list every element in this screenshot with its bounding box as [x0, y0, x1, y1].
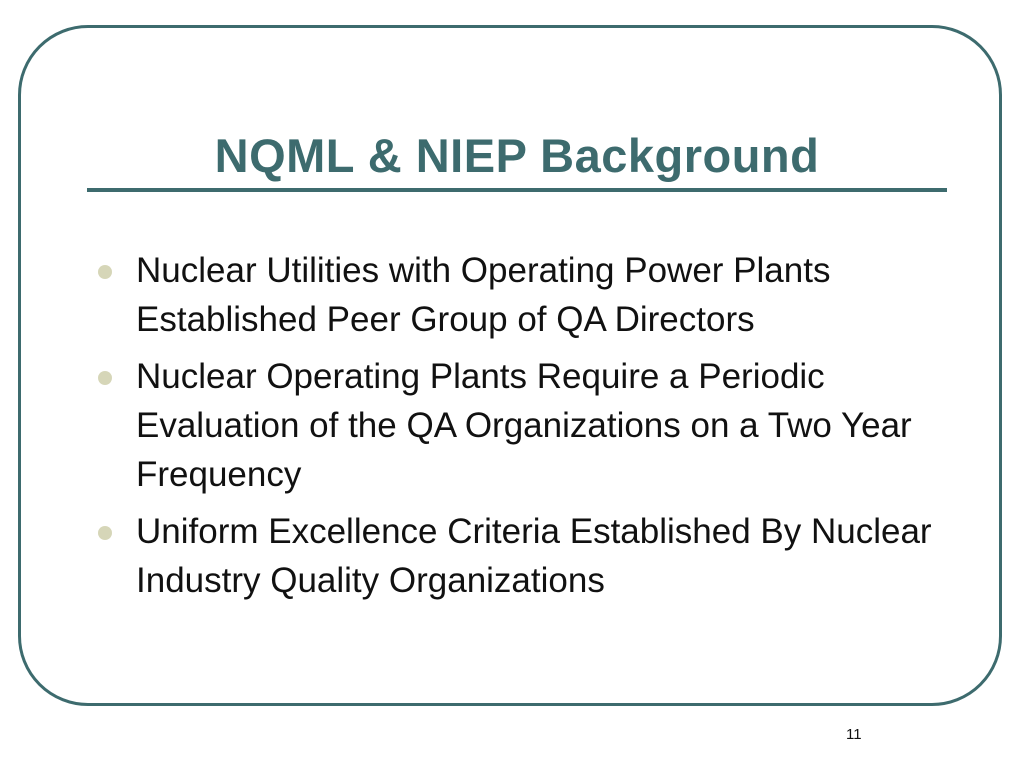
bullet-dot-icon [98, 371, 112, 385]
bullet-item [98, 352, 958, 499]
bullet-dot-icon [98, 526, 112, 540]
bullet-text: Nuclear Operating Plants Require a Periodic Evaluation of the QA Organizations on a Two Year Frequency [136, 357, 912, 494]
title-underline [87, 188, 947, 192]
bullet-list [98, 246, 958, 613]
page-number: 11 [846, 726, 862, 743]
bullet-item [98, 246, 958, 344]
bullet-text: Nuclear Utilities with Operating Power Plants Established Peer Group of QA Directors [136, 251, 831, 339]
bullet-dot-icon [98, 265, 112, 279]
bullet-item [98, 507, 958, 605]
slide-title: NQML & NIEP Background [214, 129, 820, 182]
bullet-text: Uniform Excellence Criteria Established By Nuclear Industry Quality Organizations [136, 512, 932, 600]
